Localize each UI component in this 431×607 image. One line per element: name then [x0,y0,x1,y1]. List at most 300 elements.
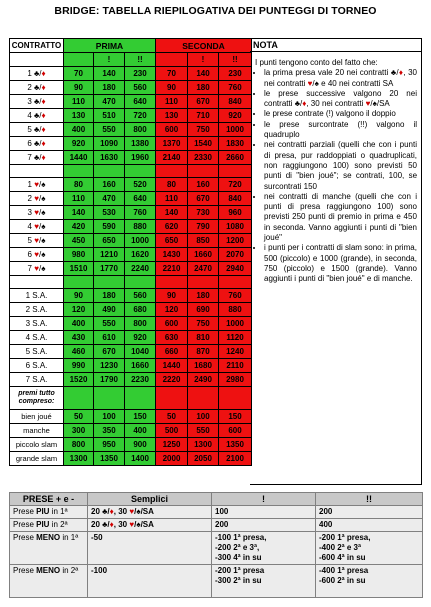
note-item: • nei contratti parziali (quelli che con i punti di presa, pur raddoppiati o quadruplicati, non raggiungono 100) sono previsti 50 punti di "bien joué"; se contrati, 100, se surcontrati 150 [264,140,417,191]
seconda-value: 160 [188,178,219,192]
suit-symbol: ♦ [41,124,46,134]
seconda-value: 670 [188,95,219,109]
seconda-value: 600 [156,317,188,331]
table-row [10,248,252,262]
seconda-value: 2100 [219,452,252,466]
seconda-value: 600 [219,424,252,438]
prima-value: 230 [125,67,156,81]
seconda-value: 230 [219,67,252,81]
contract-label: 6 S.A. [10,359,64,373]
spacer-cell [219,276,252,289]
contract-label: 6 ♣/♦ [10,137,64,151]
value-cell: -200 1ª presa -300 2ª in su [212,565,316,598]
prima-value: 800 [125,123,156,137]
suit-symbol: ♣ [34,96,40,106]
table-row [10,192,252,206]
table-row [10,331,252,345]
seconda-value: 1300 [188,438,219,452]
suit-symbol: ♠ [41,221,46,231]
seconda-value: 2210 [156,262,188,276]
prima-value: 470 [94,192,125,206]
table-row [10,373,252,387]
suit-symbol: ♥ [365,99,371,109]
prima-value: 350 [94,424,125,438]
suit-symbol: ♠ [41,193,46,203]
seconda-value: 710 [188,109,219,123]
table-row [10,303,252,317]
prima-value: 800 [125,317,156,331]
seconda-value: 1660 [188,248,219,262]
table-row [10,345,252,359]
value-cell: 200 [316,506,423,519]
suit-symbol: ♦ [109,507,114,516]
prima-value: 560 [125,289,156,303]
prima-value: 980 [64,248,94,262]
table-row [10,438,252,452]
prima-value: 590 [94,220,125,234]
spacer-cell [64,276,94,289]
contract-label: 3 S.A. [10,317,64,331]
seconda-value: 130 [156,109,188,123]
table-row [10,109,252,123]
prima-value: 1770 [94,262,125,276]
prima-value: 920 [125,331,156,345]
prima-value: 1300 [64,452,94,466]
semplici-value: -100 [88,565,212,598]
value-cell: -200 1ª presa, -400 2ª e 3ª -600 4ª in su [316,532,423,565]
prima-value: 1210 [94,248,125,262]
prima-value: 430 [64,331,94,345]
suit-symbol: ♥ [129,507,135,516]
spacer-cell [156,276,188,289]
seconda-value: 2110 [219,359,252,373]
prima-value: 2240 [125,262,156,276]
seconda-value: 720 [219,178,252,192]
seconda-subheader: !! [219,53,252,67]
spacer-cell [64,387,94,410]
seconda-value: 870 [188,345,219,359]
seconda-value: 90 [156,289,188,303]
contract-label: 2 ♥/♠ [10,192,64,206]
seconda-value: 2000 [156,452,188,466]
seconda-value: 2330 [188,151,219,165]
seconda-value: 140 [156,206,188,220]
note-item: • le prese contrate (!) valgono il doppio [264,109,417,119]
seconda-value: 1540 [188,137,219,151]
prima-value: 1620 [125,248,156,262]
seconda-value: 2660 [219,151,252,165]
seconda-value: 110 [156,95,188,109]
seconda-value: 1430 [156,248,188,262]
seconda-subheader: ! [188,53,219,67]
seconda-subheader [156,53,188,67]
spacer-cell [125,165,156,178]
spacer-cell [188,387,219,410]
table-row [10,234,252,248]
prima-value: 1520 [64,373,94,387]
row-label: Prese PIU in 2ª [10,519,88,532]
prima-value: 880 [125,220,156,234]
contract-label: grande slam [10,452,64,466]
seconda-value: 2490 [188,373,219,387]
contract-label: 5 ♥/♠ [10,234,64,248]
semplici-value: 20 ♣/♦, 30 ♥/♠/SA [88,506,212,519]
prima-value: 110 [64,95,94,109]
contract-label: 2 ♣/♦ [10,81,64,95]
contract-label: 3 ♣/♦ [10,95,64,109]
prima-value: 530 [94,206,125,220]
seconda-value: 880 [219,303,252,317]
suit-symbol: ♥ [129,520,135,529]
row-label-keyword: PIU [36,507,50,516]
prima-value: 640 [125,95,156,109]
table-row [10,565,423,598]
suit-symbol: ♦ [41,110,46,120]
seconda-value: 2220 [156,373,188,387]
prima-value: 140 [64,206,94,220]
suit-symbol: ♣ [34,110,40,120]
prima-value: 720 [125,109,156,123]
suit-symbol: ♣ [34,82,40,92]
prima-value: 900 [125,438,156,452]
value-cell: -400 1ª presa -600 2ª in su [316,565,423,598]
seconda-value: 790 [188,220,219,234]
suit-symbol: ♠ [41,179,46,189]
contract-label: 7 ♥/♠ [10,262,64,276]
prima-value: 1510 [64,262,94,276]
seconda-value: 1350 [219,438,252,452]
prima-value: 950 [94,438,125,452]
seconda-value: 960 [219,206,252,220]
seconda-value: 2470 [188,262,219,276]
suit-symbol: ♦ [398,68,404,78]
seconda-value: 1000 [219,123,252,137]
spacer-cell [219,387,252,410]
note-item: • le prese successive valgono 20 nei contratti ♣/♦, 30 nei contratti ♥/♠/SA [264,89,417,110]
table-row [10,123,252,137]
prima-value: 1090 [94,137,125,151]
suit-symbol: ♠ [136,507,141,516]
row-label-keyword: MENO [36,566,61,575]
seconda-value: 120 [156,303,188,317]
seconda-value: 1680 [188,359,219,373]
suit-symbol: ♦ [41,96,46,106]
spacer-cell [10,165,64,178]
suit-symbol: ♣ [34,138,40,148]
prima-value: 50 [64,410,94,424]
table-row [10,178,252,192]
notes-list [255,68,417,284]
prima-value: 1000 [125,234,156,248]
suit-symbol: ♦ [109,520,114,529]
note-item: • nei contratti di manche (quelli che con i punti di presa raggiungono 100) sono previsti 250 punti di premio in prima e 450 in seconda. Vanno aggiunti i punti di "bien joué" [264,192,417,243]
table-row [10,506,423,519]
suit-symbol: ♠ [41,207,46,217]
suit-symbol: ♣ [102,520,108,529]
seconda-value: 1440 [156,359,188,373]
prima-value: 760 [125,206,156,220]
prima-value: 520 [125,178,156,192]
seconda-value: 110 [156,192,188,206]
table-row [10,317,252,331]
contract-label: bien joué [10,410,64,424]
prima-value: 300 [64,424,94,438]
contract-label: 5 S.A. [10,345,64,359]
contract-label: 1 ♣/♦ [10,67,64,81]
seconda-value: 810 [188,331,219,345]
seconda-value: 2050 [188,452,219,466]
spacer-cell [188,165,219,178]
prima-value: 180 [94,81,125,95]
suit-symbol: ♥ [34,235,39,245]
prima-value: 90 [64,289,94,303]
prima-value: 1630 [94,151,125,165]
prima-value: 110 [64,192,94,206]
seconda-value: 840 [219,192,252,206]
suit-symbol: ♠ [314,78,319,88]
prima-value: 150 [125,410,156,424]
contract-label: 4 S.A. [10,331,64,345]
prima-value: 650 [94,234,125,248]
table-row [10,67,252,81]
suit-symbol: ♠ [372,99,377,109]
suit-symbol: ♣ [294,99,300,109]
prima-value: 920 [64,137,94,151]
seconda-value: 90 [156,81,188,95]
prima-value: 550 [94,123,125,137]
prima-value: 610 [94,331,125,345]
table-row [10,206,252,220]
suit-symbol: ♠ [136,520,141,529]
spacer-cell [94,387,125,410]
extra-tricks-table [9,492,423,598]
seconda-value: 150 [219,410,252,424]
seconda-value: 850 [188,234,219,248]
contract-label: 6 ♥/♠ [10,248,64,262]
prima-subheader: !! [125,53,156,67]
contract-label: 4 ♥/♠ [10,220,64,234]
prima-value: 420 [64,220,94,234]
prima-value: 990 [64,359,94,373]
spacer-cell [188,276,219,289]
suit-symbol: ♦ [41,68,46,78]
seconda-value: 140 [188,67,219,81]
prima-value: 120 [64,303,94,317]
prima-value: 510 [94,109,125,123]
prima-value: 670 [94,345,125,359]
prima-value: 400 [64,123,94,137]
row-label-keyword: MENO [36,533,61,542]
header-surcontrato: !! [316,493,423,506]
table-row [10,424,252,438]
notes-header: NOTA [250,39,421,52]
header-contrato: ! [212,493,316,506]
seconda-value: 750 [188,123,219,137]
seconda-value: 2070 [219,248,252,262]
prima-value: 400 [64,317,94,331]
prima-value: 1960 [125,151,156,165]
row-label-keyword: PIU [36,520,50,529]
seconda-value: 840 [219,95,252,109]
prima-value: 1400 [125,452,156,466]
prima-value: 90 [64,81,94,95]
contract-label: 7 S.A. [10,373,64,387]
prima-value: 450 [64,234,94,248]
contract-label: 1 ♥/♠ [10,178,64,192]
table-row [10,410,252,424]
notes-intro: I punti tengono conto del fatto che: [255,58,378,67]
table-row [10,137,252,151]
table-row [10,95,252,109]
header-semplici: Semplici [88,493,212,506]
suit-symbol: ♣ [34,152,40,162]
prima-subheader [64,53,94,67]
suit-symbol: ♣ [390,68,397,78]
prima-value: 1440 [64,151,94,165]
seconda-value: 760 [219,289,252,303]
page-title: BRIDGE: TABELLA RIEPILOGATIVA DEI PUNTEGGI DI TORNEO [54,5,377,17]
seconda-value: 180 [188,289,219,303]
prima-value: 1040 [125,345,156,359]
seconda-value: 670 [188,192,219,206]
row-label: Prese MENO in 1ª [10,532,88,565]
col-contratto-header: CONTRATTO [10,39,64,53]
seconda-value: 2140 [156,151,188,165]
seconda-value: 1120 [219,331,252,345]
prima-value: 400 [125,424,156,438]
contract-label: 4 ♣/♦ [10,109,64,123]
seconda-value: 70 [156,67,188,81]
score-table [9,38,252,466]
seconda-value: 50 [156,410,188,424]
seconda-value: 1000 [219,317,252,331]
seconda-value: 80 [156,178,188,192]
suit-symbol: ♥ [307,78,313,88]
seconda-value: 2980 [219,373,252,387]
seconda-value: 1830 [219,137,252,151]
contract-label: 5 ♣/♦ [10,123,64,137]
semplici-value: -50 [88,532,212,565]
table-row [10,532,423,565]
seconda-value: 690 [188,303,219,317]
seconda-value: 750 [188,317,219,331]
seconda-value: 630 [156,331,188,345]
prima-value: 470 [94,95,125,109]
prima-value: 680 [125,303,156,317]
notes-panel [250,38,422,485]
spacer-cell [156,165,188,178]
suit-symbol: ♦ [41,152,46,162]
value-cell: 100 [212,506,316,519]
suit-symbol: ♠ [41,263,46,273]
spacer-cell [94,276,125,289]
seconda-value: 1240 [219,345,252,359]
contract-label: piccolo slam [10,438,64,452]
prima-value: 560 [125,81,156,95]
spacer-cell [94,165,125,178]
seconda-value: 1370 [156,137,188,151]
table-row [10,289,252,303]
table-row [10,359,252,373]
col-seconda-header: SECONDA [156,39,252,53]
seconda-value: 650 [156,234,188,248]
value-cell: 400 [316,519,423,532]
prima-value: 460 [64,345,94,359]
seconda-value: 100 [188,410,219,424]
suit-symbol: ♥ [34,249,39,259]
table-row [10,151,252,165]
contract-label: 3 ♥/♠ [10,206,64,220]
row-label: Prese PIU in 1ª [10,506,88,519]
table-row [10,81,252,95]
prima-value: 130 [64,109,94,123]
prima-value: 180 [94,289,125,303]
prima-value: 1790 [94,373,125,387]
seconda-value: 1080 [219,220,252,234]
note-item: • le prese surcontrate (!!) valgono il quadruplo [264,120,417,141]
suit-symbol: ♠ [41,235,46,245]
suit-symbol: ♥ [34,221,39,231]
table-row [10,452,252,466]
seconda-value: 1250 [156,438,188,452]
suit-symbol: ♠ [41,249,46,259]
seconda-value: 1200 [219,234,252,248]
seconda-value: 620 [156,220,188,234]
seconda-value: 550 [188,424,219,438]
prima-value: 490 [94,303,125,317]
spacer-cell [156,387,188,410]
seconda-value: 2940 [219,262,252,276]
prima-value: 1350 [94,452,125,466]
seconda-value: 920 [219,109,252,123]
prima-value: 1380 [125,137,156,151]
spacer-cell [125,276,156,289]
seconda-value: 660 [156,345,188,359]
prima-value: 2230 [125,373,156,387]
table-row [10,220,252,234]
suit-symbol: ♥ [34,207,39,217]
note-item: • i punti per i contratti di slam sono: in prima, 500 (piccolo) e 1000 (grande), in seconda, 750 (piccolo) e 1500 (grande). Vanno aggiunti i punti di "bien joué" e di manche. [264,243,417,284]
prima-value: 160 [94,178,125,192]
table-row [10,519,423,532]
suit-symbol: ♣ [102,507,108,516]
spacer-cell [10,276,64,289]
suit-symbol: ♥ [34,179,39,189]
contract-label: 7 ♣/♦ [10,151,64,165]
col-prima-header: PRIMA [64,39,156,53]
row-label: Prese MENO in 2ª [10,565,88,598]
seconda-value: 730 [188,206,219,220]
contract-label: manche [10,424,64,438]
suit-symbol: ♥ [34,193,39,203]
prima-value: 80 [64,178,94,192]
suit-symbol: ♣ [34,68,40,78]
spacer-cell [125,387,156,410]
prima-value: 70 [64,67,94,81]
seconda-value: 180 [188,81,219,95]
suit-symbol: ♣ [34,124,40,134]
prima-value: 800 [64,438,94,452]
note-item: • la prima presa vale 20 nei contratti ♣/♦, 30 nei contratti ♥/♠ e 40 nei contratti SA [264,68,417,89]
suit-symbol: ♦ [302,99,307,109]
spacer-cell [219,165,252,178]
value-cell: 200 [212,519,316,532]
suit-symbol: ♥ [34,263,39,273]
prima-value: 550 [94,317,125,331]
prima-value: 1660 [125,359,156,373]
prima-value: 1230 [94,359,125,373]
semplici-value: 20 ♣/♦, 30 ♥/♠/SA [88,519,212,532]
